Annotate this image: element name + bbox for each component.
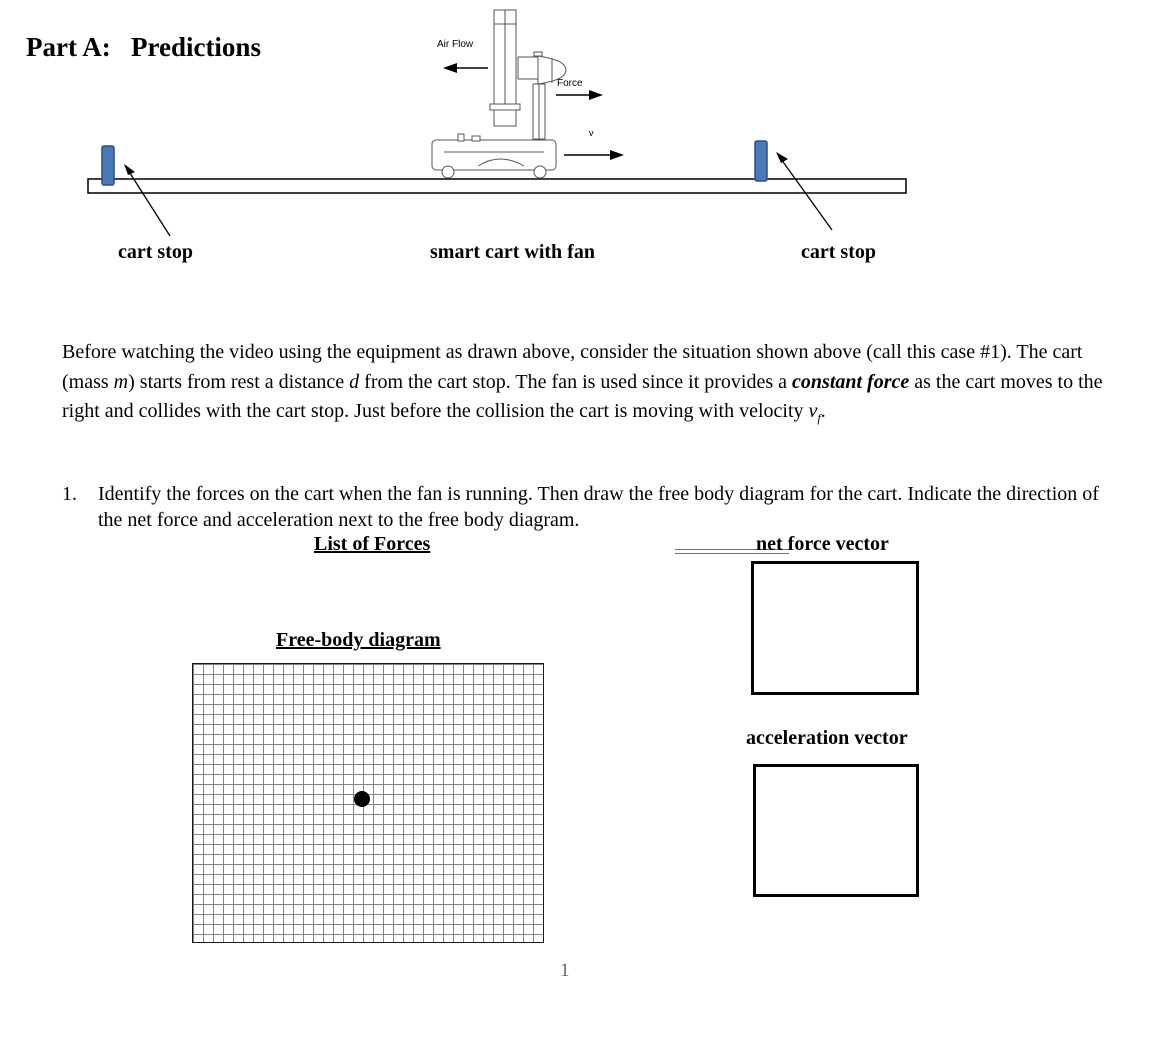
acceleration-vector-label: acceleration vector	[746, 727, 908, 749]
list-of-forces-heading: List of Forces	[314, 533, 431, 555]
question-text: Identify the forces on the cart when the fan is running. Then draw the free body diagram for the cart. Indicate the direction of the net force and acceleration next to the free body diagram.	[98, 483, 1099, 531]
question-1	[62, 481, 1122, 533]
para-text-2: ) starts from rest a distance	[128, 370, 350, 393]
question-number: 1.	[62, 483, 77, 505]
cart-point-dot	[354, 791, 370, 807]
left-cart-stop	[102, 146, 114, 185]
para-text-4: as the cart moves to the right and collides with the cart stop. Just before the collision the cart is moving with velocity	[62, 370, 1103, 422]
acceleration-vector-box[interactable]	[753, 764, 919, 897]
distance-symbol: d	[349, 370, 360, 393]
para-text-3: from the cart stop. The fan is used since it provides a	[359, 370, 793, 393]
left-cart-stop-label: cart stop	[118, 241, 193, 263]
case-description	[62, 338, 1112, 434]
net-force-vector-label: net force vector	[756, 533, 889, 555]
para-text-1: Before watching the video using the equipment as drawn above, consider the situation shown above (call this case #1). The cart (mass	[62, 341, 1083, 393]
air-flow-label: Air Flow	[437, 39, 474, 50]
right-stop-pointer	[781, 159, 832, 230]
para-end: .	[820, 400, 826, 422]
page-heading: Part A: Predictions	[26, 32, 261, 62]
velocity-label: v	[589, 128, 594, 138]
right-cart-stop-label: cart stop	[801, 241, 876, 263]
mass-symbol: m	[113, 370, 129, 393]
velocity-subscript: f	[817, 411, 821, 425]
page-number: 1	[560, 960, 570, 981]
right-cart-stop	[755, 141, 767, 181]
velocity-symbol: v	[808, 400, 818, 422]
force-label: Force	[557, 78, 583, 89]
free-body-diagram-heading: Free-body diagram	[276, 629, 441, 651]
equipment-diagram	[0, 0, 1157, 270]
net-force-vector-box[interactable]	[751, 561, 919, 695]
fan-cart-drawing	[432, 10, 566, 178]
constant-force-emphasis: constant force	[792, 370, 910, 393]
smart-cart-label: smart cart with fan	[430, 241, 595, 263]
track	[88, 179, 906, 193]
